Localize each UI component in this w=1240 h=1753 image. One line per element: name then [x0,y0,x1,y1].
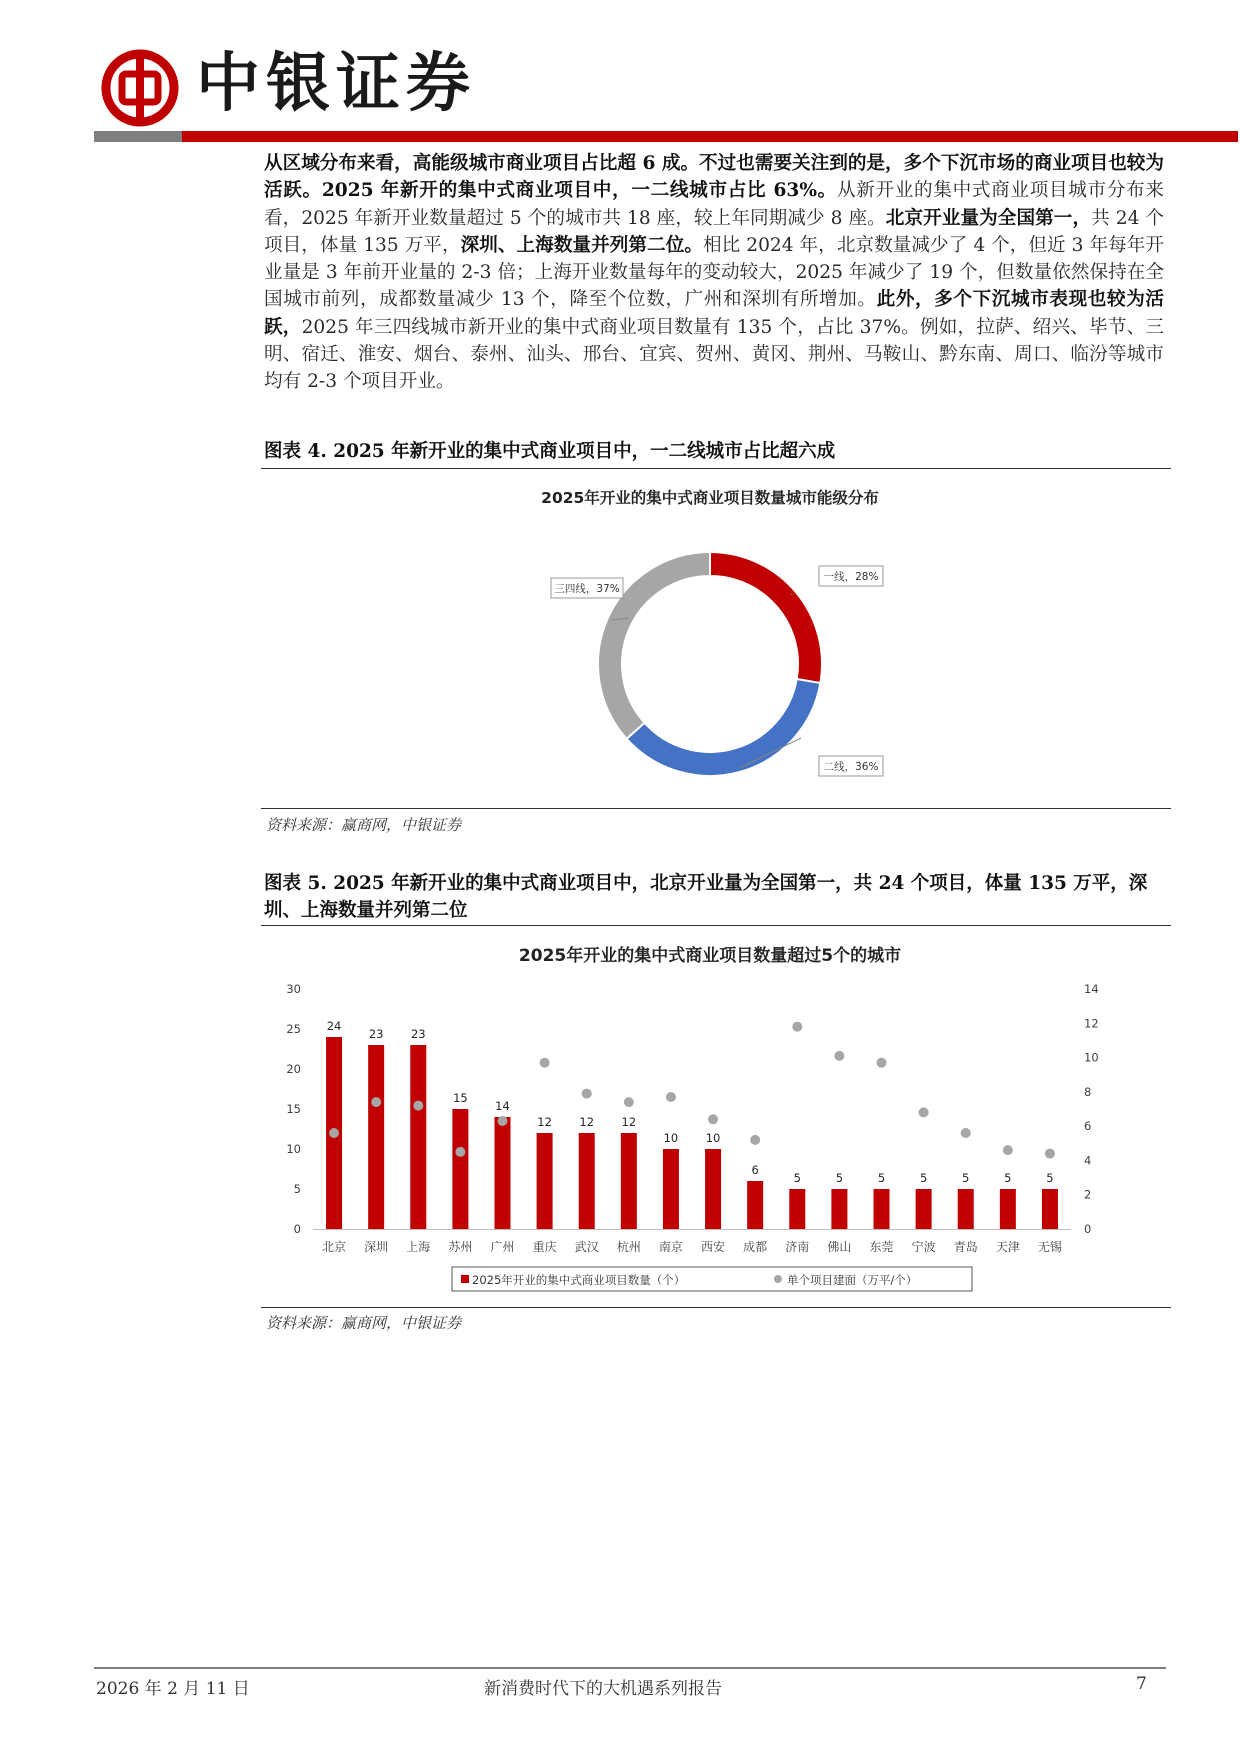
scatter-point [371,1097,381,1107]
figure5-chart-title: 2025年开业的集中式商业项目数量超过5个的城市 [518,946,902,966]
y-right-tick-label: 2 [1084,1187,1092,1202]
legend-bar-label: 2025年开业的集中式商业项目数量（个） [472,1273,686,1287]
x-category-label: 济南 [785,1240,810,1254]
bar [579,1133,595,1229]
bar-value-label: 5 [919,1171,928,1185]
x-category-label: 佛山 [827,1240,852,1254]
scatter-point [1003,1145,1013,1155]
bold-text-segment: 深圳、上海数量并列第二位。 [460,234,703,256]
donut-data-label: 一线，28% [823,571,879,583]
legend-bar-swatch [461,1275,469,1283]
figure4-bottom-rule [261,808,1171,809]
scatter-point [413,1101,423,1111]
x-category-label: 上海 [406,1240,431,1254]
scatter-point [708,1114,718,1124]
figure5-title: 图表 5. 2025 年新开业的集中式商业项目中，北京开业量为全国第一，共 24 个项目，体量 135 万平，深圳、上海数量并列第二位 [264,873,1148,921]
x-category-label: 北京 [322,1240,347,1254]
bar [537,1133,553,1229]
scatter-point [329,1128,339,1138]
figure4-donut-chart [261,470,1171,810]
x-category-label: 青岛 [953,1240,978,1254]
figure4-top-rule [261,468,1171,469]
x-category-label: 杭州 [616,1240,641,1254]
bar-value-label: 5 [877,1171,886,1185]
bold-text-segment: 此外，多个下沉城市表现也较为活跃， [264,289,1164,338]
footer-rule [94,1667,1166,1669]
y-right-tick-label: 0 [1084,1222,1092,1236]
x-category-label: 苏州 [448,1240,473,1254]
bar-value-label: 23 [368,1027,384,1041]
x-category-label: 东莞 [869,1240,894,1254]
scatter-point [961,1128,971,1138]
donut-slice [710,552,822,683]
header-bar-red [182,131,1238,142]
text-segment: 相比 2024 年，北京数量减少了 4 个，但近 3 年每年开业量是 3 年前开业量的 2-3 倍；上海开业数量每年的变动较大，2025 年减少了 19 个，但数量依然保持在全国城市前列，成都数量减少 13 个，降至个位数，广州和深圳有所增加。 [264,234,1164,311]
y-left-tick-label: 0 [293,1222,301,1236]
body-paragraph [264,150,1164,396]
bar [495,1117,511,1229]
y-left-tick-label: 10 [286,1142,301,1156]
donut-slice [627,679,821,776]
y-right-tick-label: 8 [1084,1084,1092,1099]
text-segment: 从新开业的集中式商业项目城市分布来看，2025 年新开业数量超过 5 个的城市共 18 座，较上年同期减少 8 座。 [264,180,1164,229]
bar-value-label: 14 [495,1099,510,1113]
page-number: 7 [1136,1674,1147,1694]
figure4-title: 图表 4. 2025 年新开业的集中式商业项目中，一二线城市占比超六成 [264,441,836,462]
figure5-bottom-rule [261,1307,1171,1308]
bar [663,1149,679,1229]
bar [621,1133,637,1229]
y-left-tick-label: 15 [286,1102,301,1116]
scatter-point [834,1051,844,1061]
donut-data-label: 三四线，37% [554,583,620,595]
y-right-tick-label: 10 [1084,1050,1099,1065]
scatter-point [1045,1149,1055,1159]
bar [368,1045,384,1229]
figure4-chart-title: 2025年开业的集中式商业项目数量城市能级分布 [541,489,879,507]
bar-value-label: 12 [537,1115,552,1129]
x-category-label: 重庆 [532,1240,557,1254]
scatter-point [666,1092,676,1102]
bar [705,1149,721,1229]
x-category-label: 西安 [701,1240,726,1254]
bar-value-label: 5 [1046,1171,1054,1185]
scatter-point [582,1089,592,1099]
figure5-top-rule [261,925,1171,926]
scatter-point [455,1147,465,1157]
y-left-tick-label: 5 [293,1182,301,1196]
bar [874,1189,890,1229]
scatter-point [792,1022,802,1032]
text-segment: 共 24 个项目，体量 135 万平， [264,207,1164,256]
figure5-bar-chart [261,927,1171,1307]
footer-report-title: 新消费时代下的大机遇系列报告 [484,1679,722,1699]
x-category-label: 武汉 [574,1240,599,1254]
scatter-point [919,1107,929,1117]
text-segment: 2025 年三四线城市新开业的集中式商业项目数量有 135 个，占比 37%。例如，拉萨、绍兴、毕节、三明、宿迁、淮安、烟台、泰州、汕头、邢台、宜宾、贺州、黄冈、荆州、马鞍山、黔东南、周口、临汾等城市均有 2-3 个项目开业。 [264,316,1164,393]
bar [1042,1189,1058,1229]
bar-value-label: 5 [835,1171,844,1185]
bar [831,1189,847,1229]
y-right-tick-label: 12 [1084,1016,1099,1031]
legend-dot-swatch [774,1275,782,1283]
x-category-label: 南京 [658,1240,683,1254]
x-category-label: 天津 [995,1240,1020,1254]
bar-value-label: 10 [663,1131,679,1145]
footer-date: 2026 年 2 月 11 日 [96,1679,250,1699]
bar-value-label: 12 [621,1115,637,1129]
bar-value-label: 24 [326,1019,342,1033]
bar-value-label: 5 [793,1171,801,1185]
bar [452,1109,468,1229]
bar-value-label: 12 [579,1115,595,1129]
bar [789,1189,805,1229]
scatter-point [540,1058,550,1068]
bar-value-label: 5 [1004,1171,1012,1185]
y-left-tick-label: 20 [286,1062,301,1076]
x-category-label: 广州 [490,1240,515,1254]
legend-dot-label: 单个项目建面（万平/个） [787,1273,918,1287]
bar [958,1189,974,1229]
bar-value-label: 15 [453,1091,468,1105]
header-bar-gray [94,131,182,142]
donut-data-label: 二线，36% [823,761,879,773]
bold-text-segment: 北京开业量为全国第一， [885,207,1092,229]
scatter-point [624,1097,634,1107]
bar [747,1181,763,1229]
scatter-point [877,1058,887,1068]
scatter-point [498,1116,508,1126]
x-category-label: 成都 [743,1240,768,1254]
bold-text-segment: 从区域分布来看，高能级城市商业项目占比超 6 成。不过也需要关注到的是，多个下沉市场的商业项目也较为活跃。2025 年新开的集中式商业项目中，一二线城市占比 63%。 [264,153,1164,202]
x-category-label: 宁波 [911,1240,936,1254]
bar-value-label: 5 [962,1171,970,1185]
bar [1000,1189,1016,1229]
x-category-label: 深圳 [364,1240,389,1254]
brand-name: 中银证券 [196,47,476,121]
figure4-source: 资料来源：赢商网，中银证券 [266,816,462,834]
bar-value-label: 6 [751,1163,759,1177]
x-category-label: 无锡 [1037,1240,1062,1254]
bar [916,1189,932,1229]
y-left-tick-label: 25 [286,1022,301,1036]
y-right-tick-label: 4 [1084,1153,1092,1168]
figure5-source: 资料来源：赢商网，中银证券 [266,1314,462,1332]
bar [410,1045,426,1229]
bar-value-label: 23 [410,1027,426,1041]
bar-value-label: 10 [705,1131,721,1145]
y-right-tick-label: 6 [1084,1119,1092,1134]
y-right-tick-label: 14 [1084,982,1099,996]
bank-of-china-logo [100,48,180,128]
y-left-tick-label: 30 [286,982,301,996]
scatter-point [750,1135,760,1145]
